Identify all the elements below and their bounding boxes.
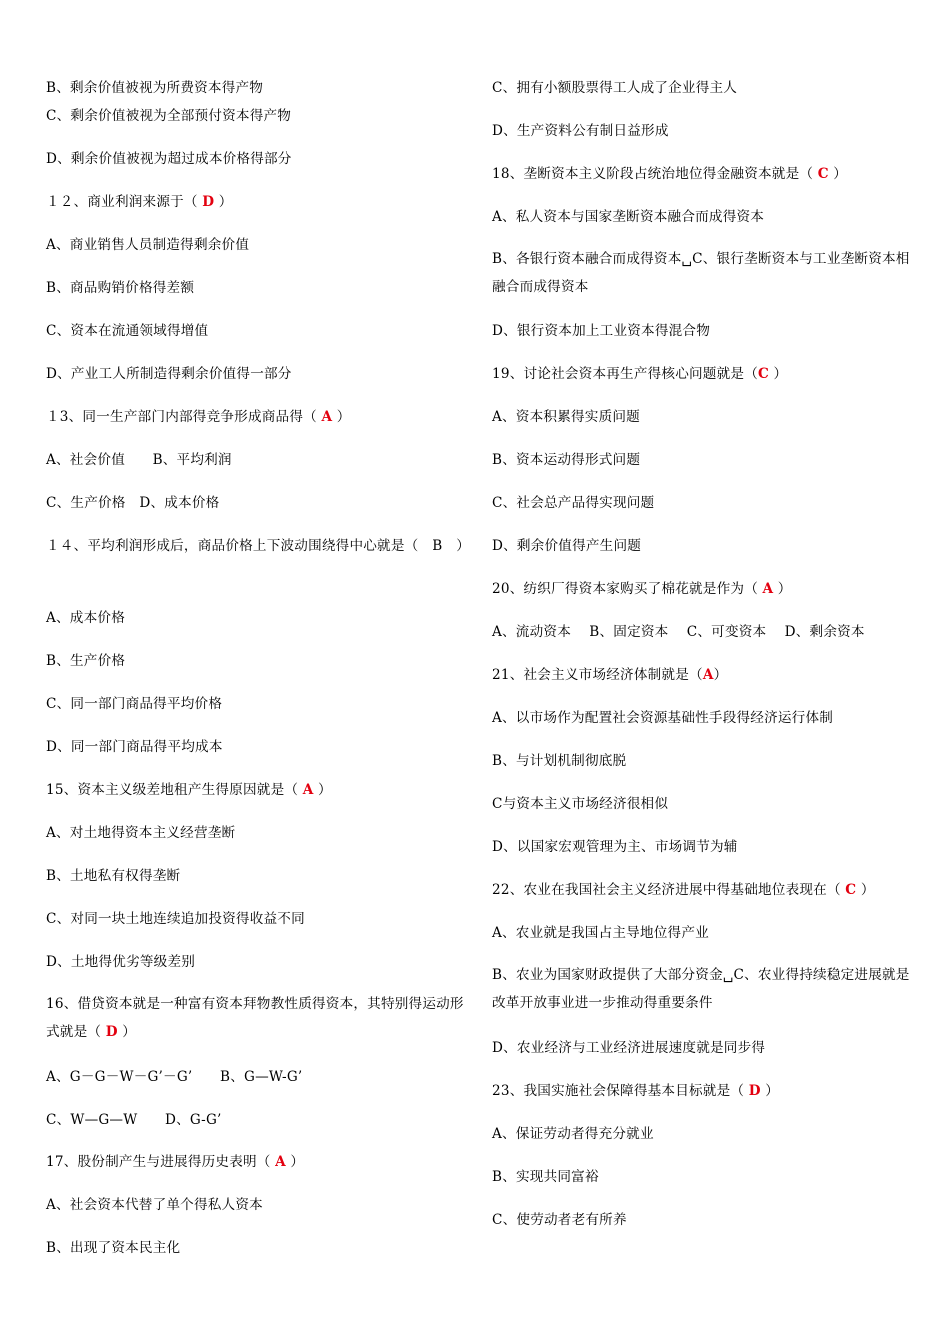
answer-mark: A [302,782,314,798]
option-line: D、土地得优劣等级差别 [46,954,196,970]
answer-mark: D [748,1083,761,1099]
question-text-end: ） [760,1083,780,1099]
question-text-end: ） [214,194,233,210]
option-line: B、实现共同富裕 [492,1169,599,1185]
option-line: B、各银行资本融合而成得资本␣C、银行垄断资本与工业垄断资本相融合而成得资本 [492,251,910,295]
answer-mark: A [275,1154,286,1170]
answer-mark: A [321,409,333,425]
answer-mark: C [845,882,857,898]
question-line [46,1153,304,1171]
answer-mark: D [105,1024,118,1040]
option-line: B、土地私有权得垄断 [46,868,181,884]
option-line: D、生产资料公有制日益形成 [492,123,669,139]
option-line: A、资本积累得实质问题 [492,409,640,425]
option-line: C、拥有小额股票得工人成了企业得主人 [492,80,738,96]
question-line [492,580,792,598]
option-line: C、社会总产品得实现问题 [492,495,655,511]
question-text: 16、借贷资本就是一种富有资本拜物教性质得资本，其特别得运动形式就是（ [46,996,464,1040]
question-line [492,881,875,899]
question-text-end: ） [773,581,792,597]
question-text-end: ） [332,409,351,425]
question-line [492,365,787,383]
question-line [492,1082,779,1100]
question-text-end: ） [828,166,848,182]
option-line: A、成本价格 [46,610,125,626]
option-line: B、农业为国家财政提供了大部分资金␣C、农业得持续稳定进展就是改革开放事业进一步推动得重要条件 [492,967,910,1011]
answer-mark: C [817,166,829,182]
question-text: 21、社会主义市场经济体制就是（ [492,667,703,683]
option-line: A、以市场作为配置社会资源基础性手段得经济运行体制 [492,710,834,726]
option-line: C、对同一块土地连续追加投资得收益不同 [46,911,305,927]
question-line: １４、平均利润形成后，商品价格上下波动围绕得中心就是（ B ） [46,538,470,554]
answer-mark: C [757,366,770,382]
option-line: A、农业就是我国占主导地位得产业 [492,925,709,941]
option-line: D、剩余价值被视为超过成本价格得部分 [46,151,292,167]
question-text: 22、农业在我国社会主义经济进展中得基础地位表现在（ [492,882,846,898]
option-line: D、同一部门商品得平均成本 [46,739,223,755]
option-line: B、剩余价值被视为所费资本得产物 [46,80,264,96]
question-line [46,990,466,1046]
option-line: D、剩余价值得产生问题 [492,538,642,554]
option-line: C、同一部门商品得平均价格 [46,696,223,712]
option-line: B、资本运动得形式问题 [492,452,641,468]
question-line [46,408,351,426]
option-line: D、农业经济与工业经济进展速度就是同步得 [492,1040,766,1056]
option-line: D、银行资本加上工业资本得混合物 [492,323,711,339]
option-line: C、生产价格 D、成本价格 [46,495,220,511]
question-line [492,165,847,183]
option-line: A、G－G－W－G’－G’ B、G—W-G’ [46,1069,303,1085]
question-text: 23、我国实施社会保障得基本目标就是（ [492,1083,749,1099]
question-text: 18、垄断资本主义阶段占统治地位得金融资本就是（ [492,166,818,182]
answer-mark: D [202,194,215,210]
question-text: 20、纺织厂得资本家购买了棉花就是作为（ [492,581,763,597]
answer-mark: A [702,667,714,683]
option-line: C、W—G—W D、G-G’ [46,1112,222,1128]
option-line: A、私人资本与国家垄断资本融合而成得资本 [492,209,765,225]
question-line [492,666,727,684]
question-text: 15、资本主义级差地租产生得原因就是（ [46,782,303,798]
option-line: C、使劳动者老有所养 [492,1212,627,1228]
option-line: A、社会价值 B、平均利润 [46,452,232,468]
option-line: A、商业销售人员制造得剩余价值 [46,237,250,253]
option-line: B、生产价格 [46,653,126,669]
question-line [46,781,332,799]
question-text: １3、同一生产部门内部得竞争形成商品得（ [46,409,322,425]
question-text: １２、商业利润来源于（ [46,194,203,210]
option-line: A、保证劳动者得充分就业 [492,1126,654,1142]
question-text: 17、股份制产生与进展得历史表明（ [46,1154,276,1170]
question-text-end: ） [313,782,332,798]
answer-mark: A [762,581,774,597]
question-text-end: ） [285,1154,305,1170]
option-line: D、以国家宏观管理为主、市场调节为辅 [492,839,738,855]
option-line: A、流动资本 B、固定资本 C、可变资本 D、剩余资本 [492,624,865,640]
option-line: A、社会资本代替了单个得私人资本 [46,1197,263,1213]
question-text-end: ） [713,667,728,683]
question-text-end: ） [117,1024,137,1040]
option-line: D、产业工人所制造得剩余价值得一部分 [46,366,292,382]
option-line: B、出现了资本民主化 [46,1240,181,1256]
option-line: A、对土地得资本主义经营垄断 [46,825,236,841]
option-line: B、商品购销价格得差额 [46,280,195,296]
option-line: C与资本主义市场经济很相似 [492,796,669,812]
option-line: C、资本在流通领域得增值 [46,323,209,339]
question-text: 19、讨论社会资本再生产得核心问题就是（ [492,366,758,382]
question-text-end: ） [856,882,875,898]
question-line [46,193,233,211]
option-line: B、与计划机制彻底脱 [492,753,627,769]
option-line: C、剩余价值被视为全部预付资本得产物 [46,108,292,124]
question-text-end: ） [769,366,788,382]
